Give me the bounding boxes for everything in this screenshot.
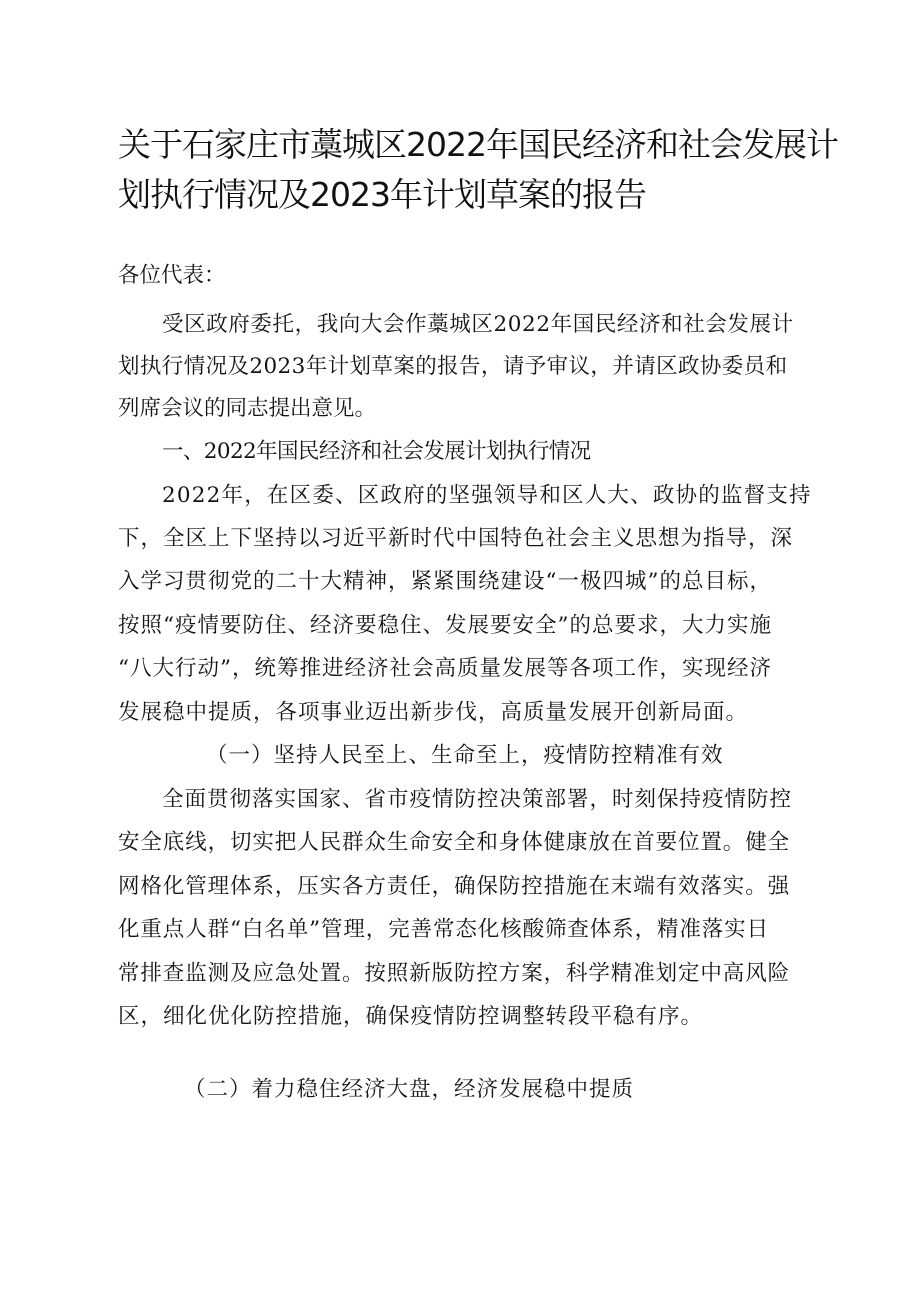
subsection-heading: （一）坚持人民至上、生命至上，疫情防控精准有效 — [206, 743, 724, 768]
title-line-2: 划执行情况及2023年计划草案的报告 — [118, 175, 646, 214]
salutation: 各位代表： — [118, 263, 226, 288]
paragraph-line: 下，全区上下坚持以习近平新时代中国特色社会主义思想为指导，深 — [118, 526, 794, 551]
paragraph-line: 化重点人群“白名单”管理，完善常态化核酸筛查体系，精准落实日 — [118, 917, 769, 942]
paragraph-line: 全面贯彻落实国家、省市疫情防控决策部署，时刻保持疫情防控 — [162, 787, 793, 812]
intro-line: 列席会议的同志提出意见。 — [118, 396, 377, 421]
paragraph-line: 按照“疫情要防住、经济要稳住、发展要安全”的总要求，大力实施 — [118, 613, 772, 638]
title-line-1: 关于石家庄市藁城区2022年国民经济和社会发展计 — [118, 125, 838, 164]
paragraph-line: “八大行动”，统筹推进经济社会高质量发展等各项工作，实现经济 — [118, 656, 772, 681]
subsection-heading: （二）着力稳住经济大盘，经济发展稳中提质 — [184, 1077, 635, 1102]
document-title — [118, 120, 838, 220]
paragraph-line: 安全底线，切实把人民群众生命安全和身体健康放在首要位置。健全 — [118, 830, 791, 855]
intro-line: 划执行情况及2023年计划草案的报告，请予审议，并请区政协委员和 — [118, 354, 788, 379]
paragraph-line: 发展稳中提质，各项事业迈出新步伐，高质量发展开创新局面。 — [118, 700, 749, 725]
section-heading: 一、2022年国民经济和社会发展计划执行情况 — [162, 439, 591, 464]
intro-line: 受区政府委托，我向大会作藁城区2022年国民经济和社会发展计 — [162, 312, 794, 337]
paragraph-line: 2022年，在区委、区政府的坚强领导和区人大、政协的监督支持 — [162, 483, 812, 508]
paragraph-line: 常排查监测及应急处置。按照新版防控方案，科学精准划定中高风险 — [118, 961, 791, 986]
paragraph-line: 网格化管理体系，压实各方责任，确保防控措施在末端有效落实。强 — [118, 874, 791, 899]
paragraph-line: 入学习贯彻党的二十大精神，紧紧围绕建设“一极四城”的总目标， — [118, 569, 772, 594]
paragraph-line: 区，细化优化防控措施，确保疫情防控调整转段平稳有序。 — [118, 1004, 704, 1029]
